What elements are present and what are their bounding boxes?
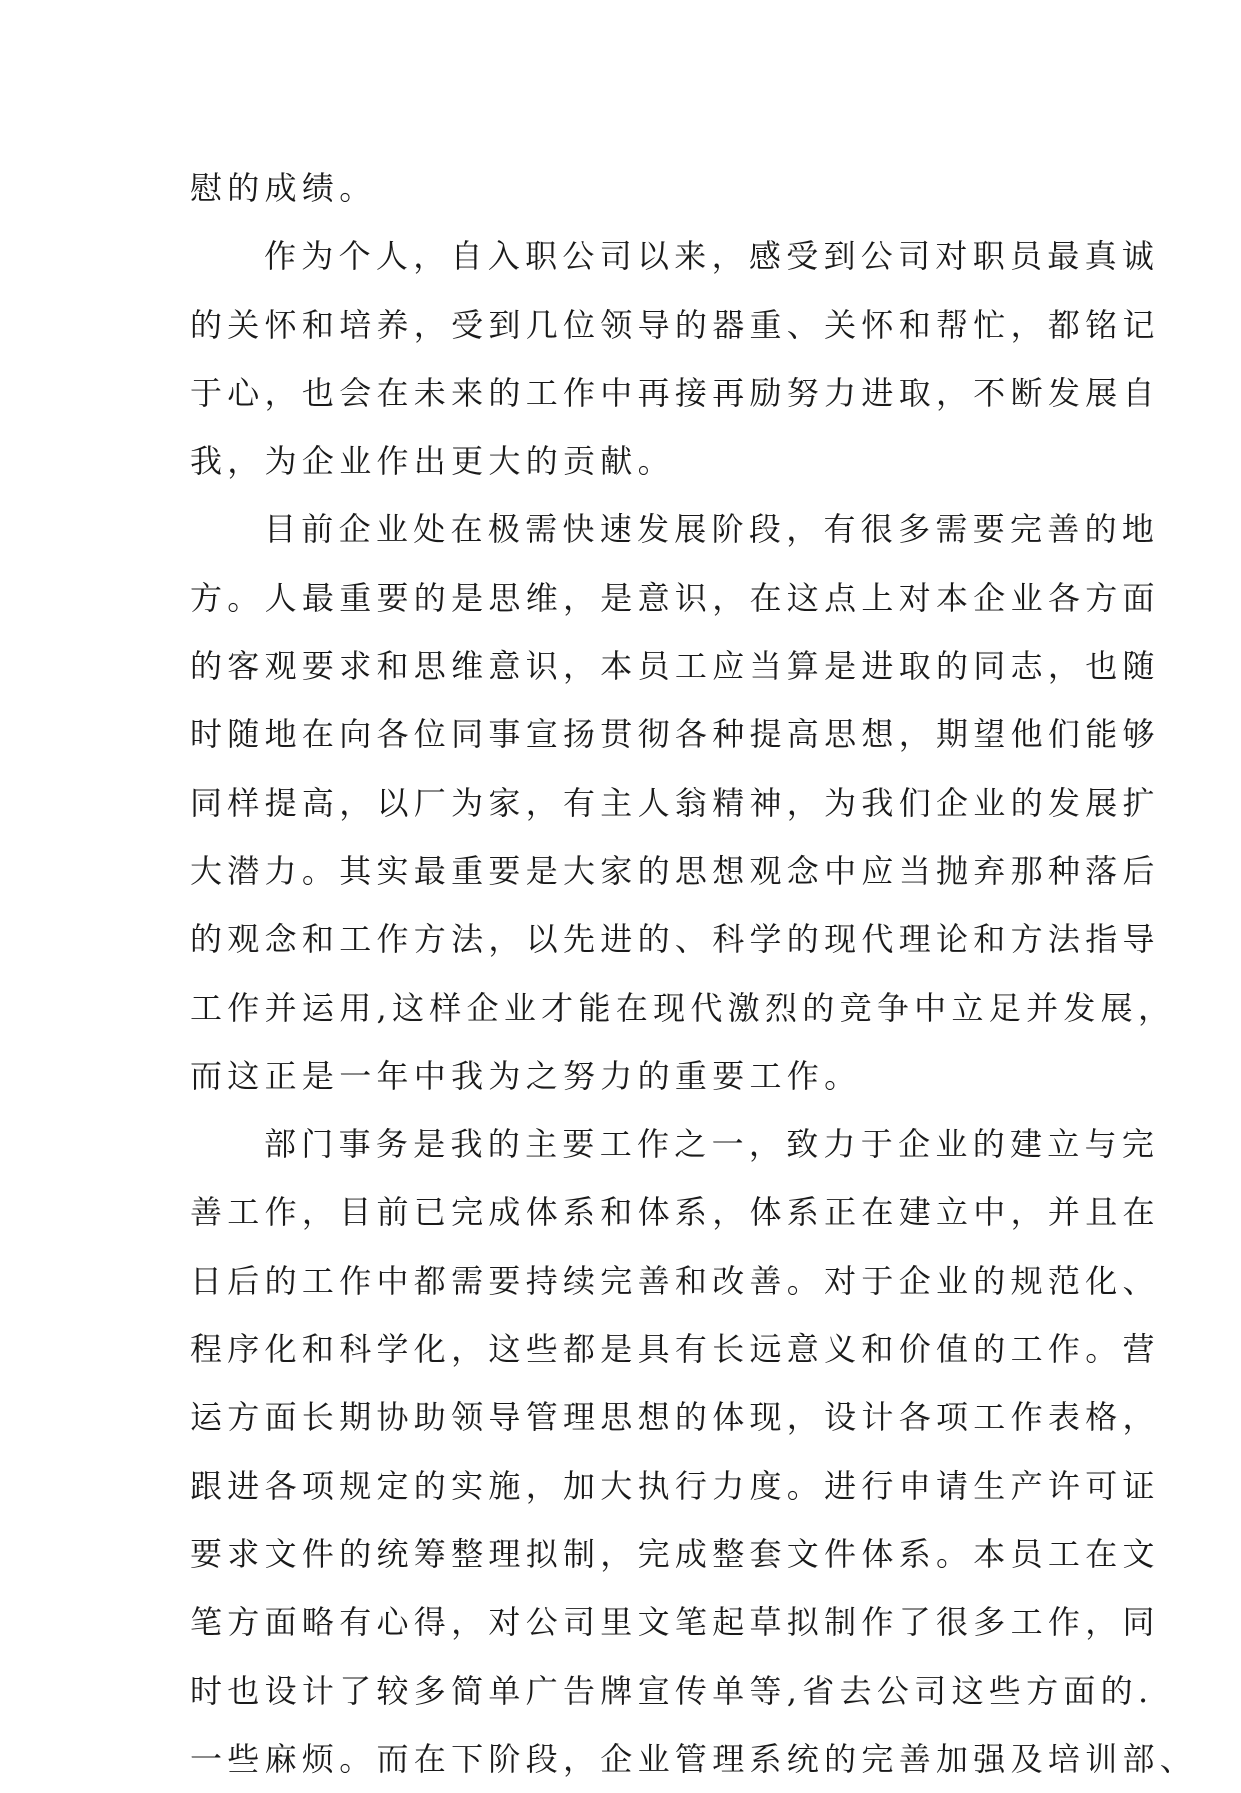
text-line: 要求文件的统筹整理拟制，完成整套文件体系。本员工在文 (190, 1534, 1160, 1573)
text-line: 而这正是一年中我为之努力的重要工作。 (190, 1056, 862, 1095)
text-line: 于心，也会在未来的工作中再接再励努力进取，不断发展自 (190, 373, 1160, 412)
text-line: 工作并运用,这样企业才能在现代激烈的竞争中立足并发展， (190, 988, 1176, 1027)
text-line: 同样提高，以厂为家，有主人翁精神，为我们企业的发展扩 (190, 783, 1160, 822)
text-line: 大潜力。其实最重要是大家的思想观念中应当抛弃那种落后 (190, 851, 1160, 890)
text-line: 我，为企业作出更大的贡献。 (190, 442, 675, 481)
text-line: 慰的成绩。 (190, 169, 377, 207)
text-line: 运方面长期协助领导管理思想的体现，设计各项工作表格， (190, 1398, 1160, 1437)
text-line: 跟进各项规定的实施，加大执行力度。进行申请生产许可证 (190, 1466, 1160, 1505)
text-line: 善工作，目前已完成体系和体系，体系正在建立中，并且在 (190, 1193, 1160, 1232)
paragraph-first-line: 部门事务是我的主要工作之一，致力于企业的建立与完 (264, 1125, 1160, 1164)
text-line: 的客观要求和思维意识，本员工应当算是进取的同志，也随 (190, 647, 1160, 686)
text-line: 笔方面略有心得，对公司里文笔起草拟制作了很多工作，同 (190, 1603, 1160, 1642)
text-line: 时也设计了较多简单广告牌宣传单等,省去公司这些方面的. (190, 1671, 1154, 1710)
paragraph-first-line: 目前企业处在极需快速发展阶段，有很多需要完善的地 (264, 510, 1160, 549)
paragraph-first-line: 作为个人，自入职公司以来，感受到公司对职员最真诚 (264, 237, 1160, 276)
text-line: 程序化和科学化，这些都是具有长远意义和价值的工作。营 (190, 1330, 1160, 1369)
text-line: 日后的工作中都需要持续完善和改善。对于企业的规范化、 (190, 1261, 1160, 1300)
text-line: 的关怀和培养，受到几位领导的器重、关怀和帮忙，都铭记 (190, 305, 1160, 344)
text-line: 一些麻烦。而在下阶段，企业管理系统的完善加强及培训部、 (190, 1739, 1198, 1778)
text-line: 方。人最重要的是思维，是意识，在这点上对本企业各方面 (190, 578, 1160, 617)
document-body (190, 154, 1198, 1793)
text-line: 的观念和工作方法，以先进的、科学的现代理论和方法指导 (190, 920, 1160, 959)
text-line: 时随地在向各位同事宣扬贯彻各种提高思想，期望他们能够 (190, 715, 1160, 754)
